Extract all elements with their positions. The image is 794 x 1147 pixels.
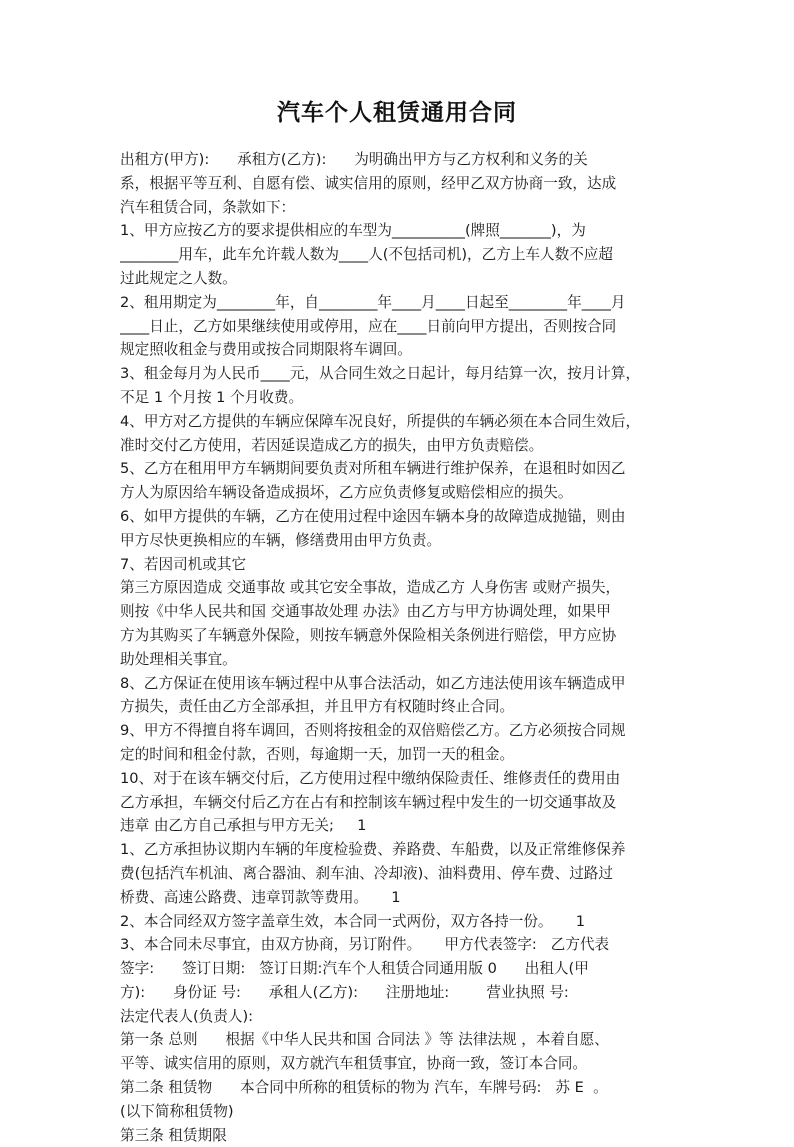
text-line: 第二条 租赁物 本合同中所称的租赁标的物为 汽车，车牌号码: 苏 E 。 — [120, 1079, 608, 1097]
text-line: 平等、诚实信用的原则，双方就汽车租赁事宜，协商一致，签订本合同。 — [120, 1055, 588, 1073]
text-line: 2、租用期定为________年，自________年____月____日起至________年____月 — [120, 293, 626, 311]
text-line: 3、本合同未尽事宜，由双方协商，另订附件。 甲方代表签字: 乙方代表 — [120, 936, 610, 954]
text-line: 签字: 签订日期: 签订日期:汽车个人租赁合同通用版 0 出租人(甲 — [120, 960, 589, 978]
text-line: 则按《中华人民共和国 交通事故处理 办法》由乙方与甲方协调处理，如果甲 — [120, 603, 611, 621]
text-line: ________用车，此车允许载人数为____人(不包括司机)，乙方上车人数不应超 — [120, 246, 613, 264]
text-line: 准时交付乙方使用，若因延误造成乙方的损失，由甲方负责赔偿。 — [120, 436, 544, 454]
text-line: 8、乙方保证在使用该车辆过程中从事合法活动，如乙方违法使用该车辆造成甲 — [120, 674, 626, 692]
text-line: 4、甲方对乙方提供的车辆应保障车况良好，所提供的车辆必须在本合同生效后， — [120, 412, 641, 430]
text-line: 3、租金每月为人民币____元，从合同生效之日起计，每月结算一次，按月计算， — [120, 365, 641, 383]
text-line: 第一条 总则 根据《中华人民共和国 合同法 》等 法律法规 ，本着自愿、 — [120, 1031, 609, 1049]
text-line: 9、甲方不得擅自将车调回，否则将按租金的双倍赔偿乙方。乙方必须按合同规 — [120, 722, 626, 740]
text-line: 规定照收租金与费用或按合同期限将车调回。 — [120, 341, 412, 359]
text-line: 1、甲方应按乙方的要求提供相应的车型为__________(牌照_______)，为 — [120, 222, 586, 240]
text-line: 费(包括汽车机油、离合器油、刹车油、冷却液)、油料费用、停车费、过路过 — [120, 864, 613, 882]
text-line: 方): 身份证 号: 承租人(乙方): 注册地址: 营业执照 号: — [120, 983, 569, 1001]
text-line: 第三方原因造成 交通事故 或其它安全事故，造成乙方 人身伤害 或财产损失， — [120, 579, 621, 597]
text-line: 违章 由乙方自己承担与甲方无关; 1 — [120, 817, 367, 835]
text-line: 7、若因司机或其它 — [120, 555, 247, 573]
text-line: 不足 1 个月按 1 个月收费。 — [120, 388, 304, 406]
text-line: 系，根据平等互利、自愿有偿、诚实信用的原则，经甲乙双方协商一致，达成 — [120, 174, 617, 192]
document-body — [120, 148, 690, 1147]
text-line: 方损失，责任由乙方全部承担，并且甲方有权随时终止合同。 — [120, 698, 515, 716]
text-line: 2、本合同经双方签字盖章生效，本合同一式两份，双方各持一份。 1 — [120, 912, 585, 930]
text-line: ____日止，乙方如果继续使用或停用，应在____日前向甲方提出，否则按合同 — [120, 317, 617, 335]
document-title: 汽车个人租赁通用合同 — [277, 99, 517, 126]
text-line: (以下简称租赁物) — [120, 1102, 234, 1120]
text-line: 方人为原因给车辆设备造成损坏，乙方应负责修复或赔偿相应的损失。 — [120, 484, 573, 502]
text-line: 出租方(甲方): 承租方(乙方): 为明确出甲方与乙方权利和义务的关 — [120, 151, 588, 168]
text-line: 桥费、高速公路费、违章罚款等费用。 1 — [120, 888, 401, 906]
text-line: 5、乙方在租用甲方车辆期间要负责对所租车辆进行维护保养，在退租时如因乙 — [120, 460, 626, 478]
text-line: 甲方尽快更换相应的车辆，修缮费用由甲方负责。 — [120, 531, 442, 549]
text-line: 乙方承担，车辆交付后乙方在占有和控制该车辆过程中发生的一切交通事故及 — [120, 793, 617, 811]
text-line: 过此规定之人数。 — [120, 269, 237, 287]
text-line: 助处理相关事宜。 — [120, 650, 237, 668]
text-line: 汽车租赁合同，条款如下： — [120, 198, 296, 216]
text-line: 第三条 租赁期限 — [120, 1126, 227, 1144]
text-line: 定的时间和租金付款，否则，每逾期一天，加罚一天的租金。 — [120, 745, 515, 763]
text-line: 法定代表人(负责人): — [120, 1007, 254, 1025]
text-line: 10、对于在该车辆交付后，乙方使用过程中缴纳保险责任、维修责任的费用由 — [120, 769, 621, 787]
text-line: 6、如甲方提供的车辆，乙方在使用过程中途因车辆本身的故障造成抛锚，则由 — [120, 507, 626, 525]
text-line: 1、乙方承担协议期内车辆的年度检验费、养路费、车船费，以及正常维修保养 — [120, 841, 626, 859]
text-line: 方为其购买了车辆意外保险，则按车辆意外保险相关条例进行赔偿，甲方应协 — [120, 626, 617, 644]
